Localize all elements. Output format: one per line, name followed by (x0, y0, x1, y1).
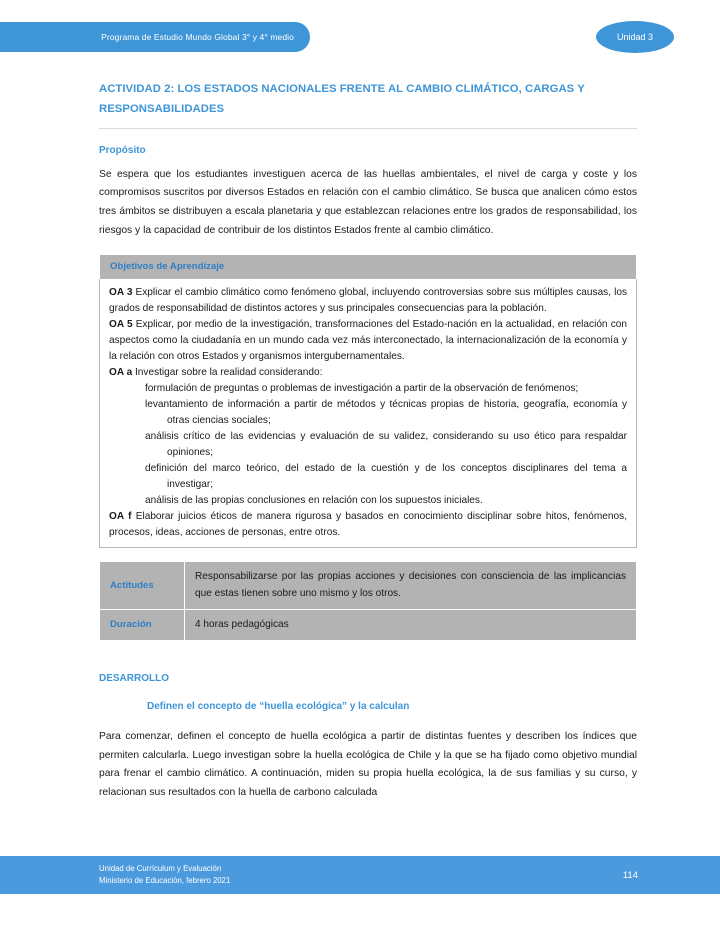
program-title-label: Programa de Estudio Mundo Global 3° y 4° medio (101, 32, 294, 42)
objetivos-body-cell (100, 279, 637, 548)
page-footer (0, 856, 720, 894)
oa-sublist-item: levantamiento de información a partir de métodos y técnicas propias de historia, geografía, economía y otras ciencias sociales; (145, 399, 627, 426)
unit-badge-label: Unidad 3 (616, 32, 654, 42)
oa-item (109, 317, 627, 365)
oa-code: OA f (109, 510, 132, 522)
actitudes-label: Actitudes (100, 562, 185, 609)
oa-code: OA a (109, 367, 133, 379)
actitudes-value: Responsabilizarse por las propias acciones y decisiones con consciencia de las implicancias que estas tienen sobre uno mismo y los otros. (185, 562, 637, 609)
duracion-value: 4 horas pedagógicas (185, 609, 637, 640)
objetivos-body-row (100, 279, 637, 548)
desarrollo-subheading: Definen el concepto de “huella ecológica” y la calculan (147, 700, 410, 712)
oa-text: Elaborar juicios éticos de manera rigurosa y basados en conocimiento disciplinar sobre hitos, fenómenos, procesos, ideas, acciones de personas, entre otros. (109, 510, 627, 538)
duracion-label: Duración (100, 609, 185, 640)
objetivos-table (99, 254, 637, 548)
footer-institution (99, 863, 230, 888)
main-content (99, 80, 637, 803)
page-header (0, 0, 720, 62)
footer-line-2: Ministerio de Educación, febrero 2021 (99, 876, 231, 885)
oa-sublist-item: análisis de las propias conclusiones en relación con los supuestos iniciales. (145, 494, 483, 506)
unit-badge (596, 21, 674, 53)
oa-code: OA 3 (109, 287, 133, 299)
objetivos-header-cell: Objetivos de Aprendizaje (100, 255, 637, 279)
program-title-tab (0, 22, 310, 52)
objetivos-header-row (100, 255, 637, 279)
oa-item (109, 365, 627, 381)
desarrollo-paragraph: Para comenzar, definen el concepto de huella ecológica a partir de distintas fuentes y describen los índices que permiten calcularla. Luego investigan sobre la huella ecológica de Chile y la que se ha fijado como objetivo mundial para frenar el cambio climático. A continuación, miden su propia huella ecológica, la de sus familias y su curso, y relacionan sus resultados con la huella de carbono calculada (99, 730, 637, 799)
activity-title: ACTIVIDAD 2: LOS ESTADOS NACIONALES FRENTE AL CAMBIO CLIMÁTICO, CARGAS Y RESPONSABILIDADES (99, 83, 585, 115)
table-row (100, 562, 637, 609)
page-number: 114 (622, 869, 638, 881)
attributes-table (99, 561, 637, 640)
oa-sublist (109, 381, 627, 509)
oa-text: Investigar sobre la realidad considerando: (132, 367, 323, 379)
proposito-heading: Propósito (99, 144, 146, 156)
footer-line-1: Unidad de Currículum y Evaluación (99, 863, 222, 873)
table-row (100, 609, 637, 640)
oa-item (109, 509, 627, 541)
oa-item (109, 285, 627, 317)
oa-text: Explicar el cambio climático como fenómeno global, incluyendo controversias sobre sus múltiples causas, los grados de responsabilidad de distintos actores y sus principales consecuencias para la población. (109, 287, 627, 315)
oa-sublist-item: formulación de preguntas o problemas de investigación a partir de la observación de fenómenos; (145, 383, 579, 395)
desarrollo-heading: DESARROLLO (99, 672, 169, 684)
title-divider (99, 128, 637, 129)
oa-text: Explicar, por medio de la investigación, transformaciones del Estado-nación en la actualidad, en relación con aspectos como la ciudadanía en un mundo cada vez más interconectado, la internacionalización de la economía y la relación con otros Estados y organismos intergubernamentales. (109, 319, 627, 363)
proposito-text: Se espera que los estudiantes investiguen acerca de las huellas ambientales, el nivel de carga y coste y los compromisos suscritos por diversos Estados en relación con el cambio climático. Se busca que analicen cómo estos tres ámbitos se distribuyen a escala planetaria y que establezcan relaciones entre los grados de responsabilidad, los riesgos y la capacidad de contribuir de los distintos Estados frente al cambio climático. (99, 168, 637, 236)
oa-sublist-item: definición del marco teórico, del estado de la cuestión y de los conceptos disciplinares del tema a investigar; (145, 462, 627, 490)
oa-sublist-item: análisis crítico de las evidencias y evaluación de su validez, considerando su uso ético para respaldar opiniones; (145, 430, 627, 458)
oa-code: OA 5 (109, 319, 133, 331)
